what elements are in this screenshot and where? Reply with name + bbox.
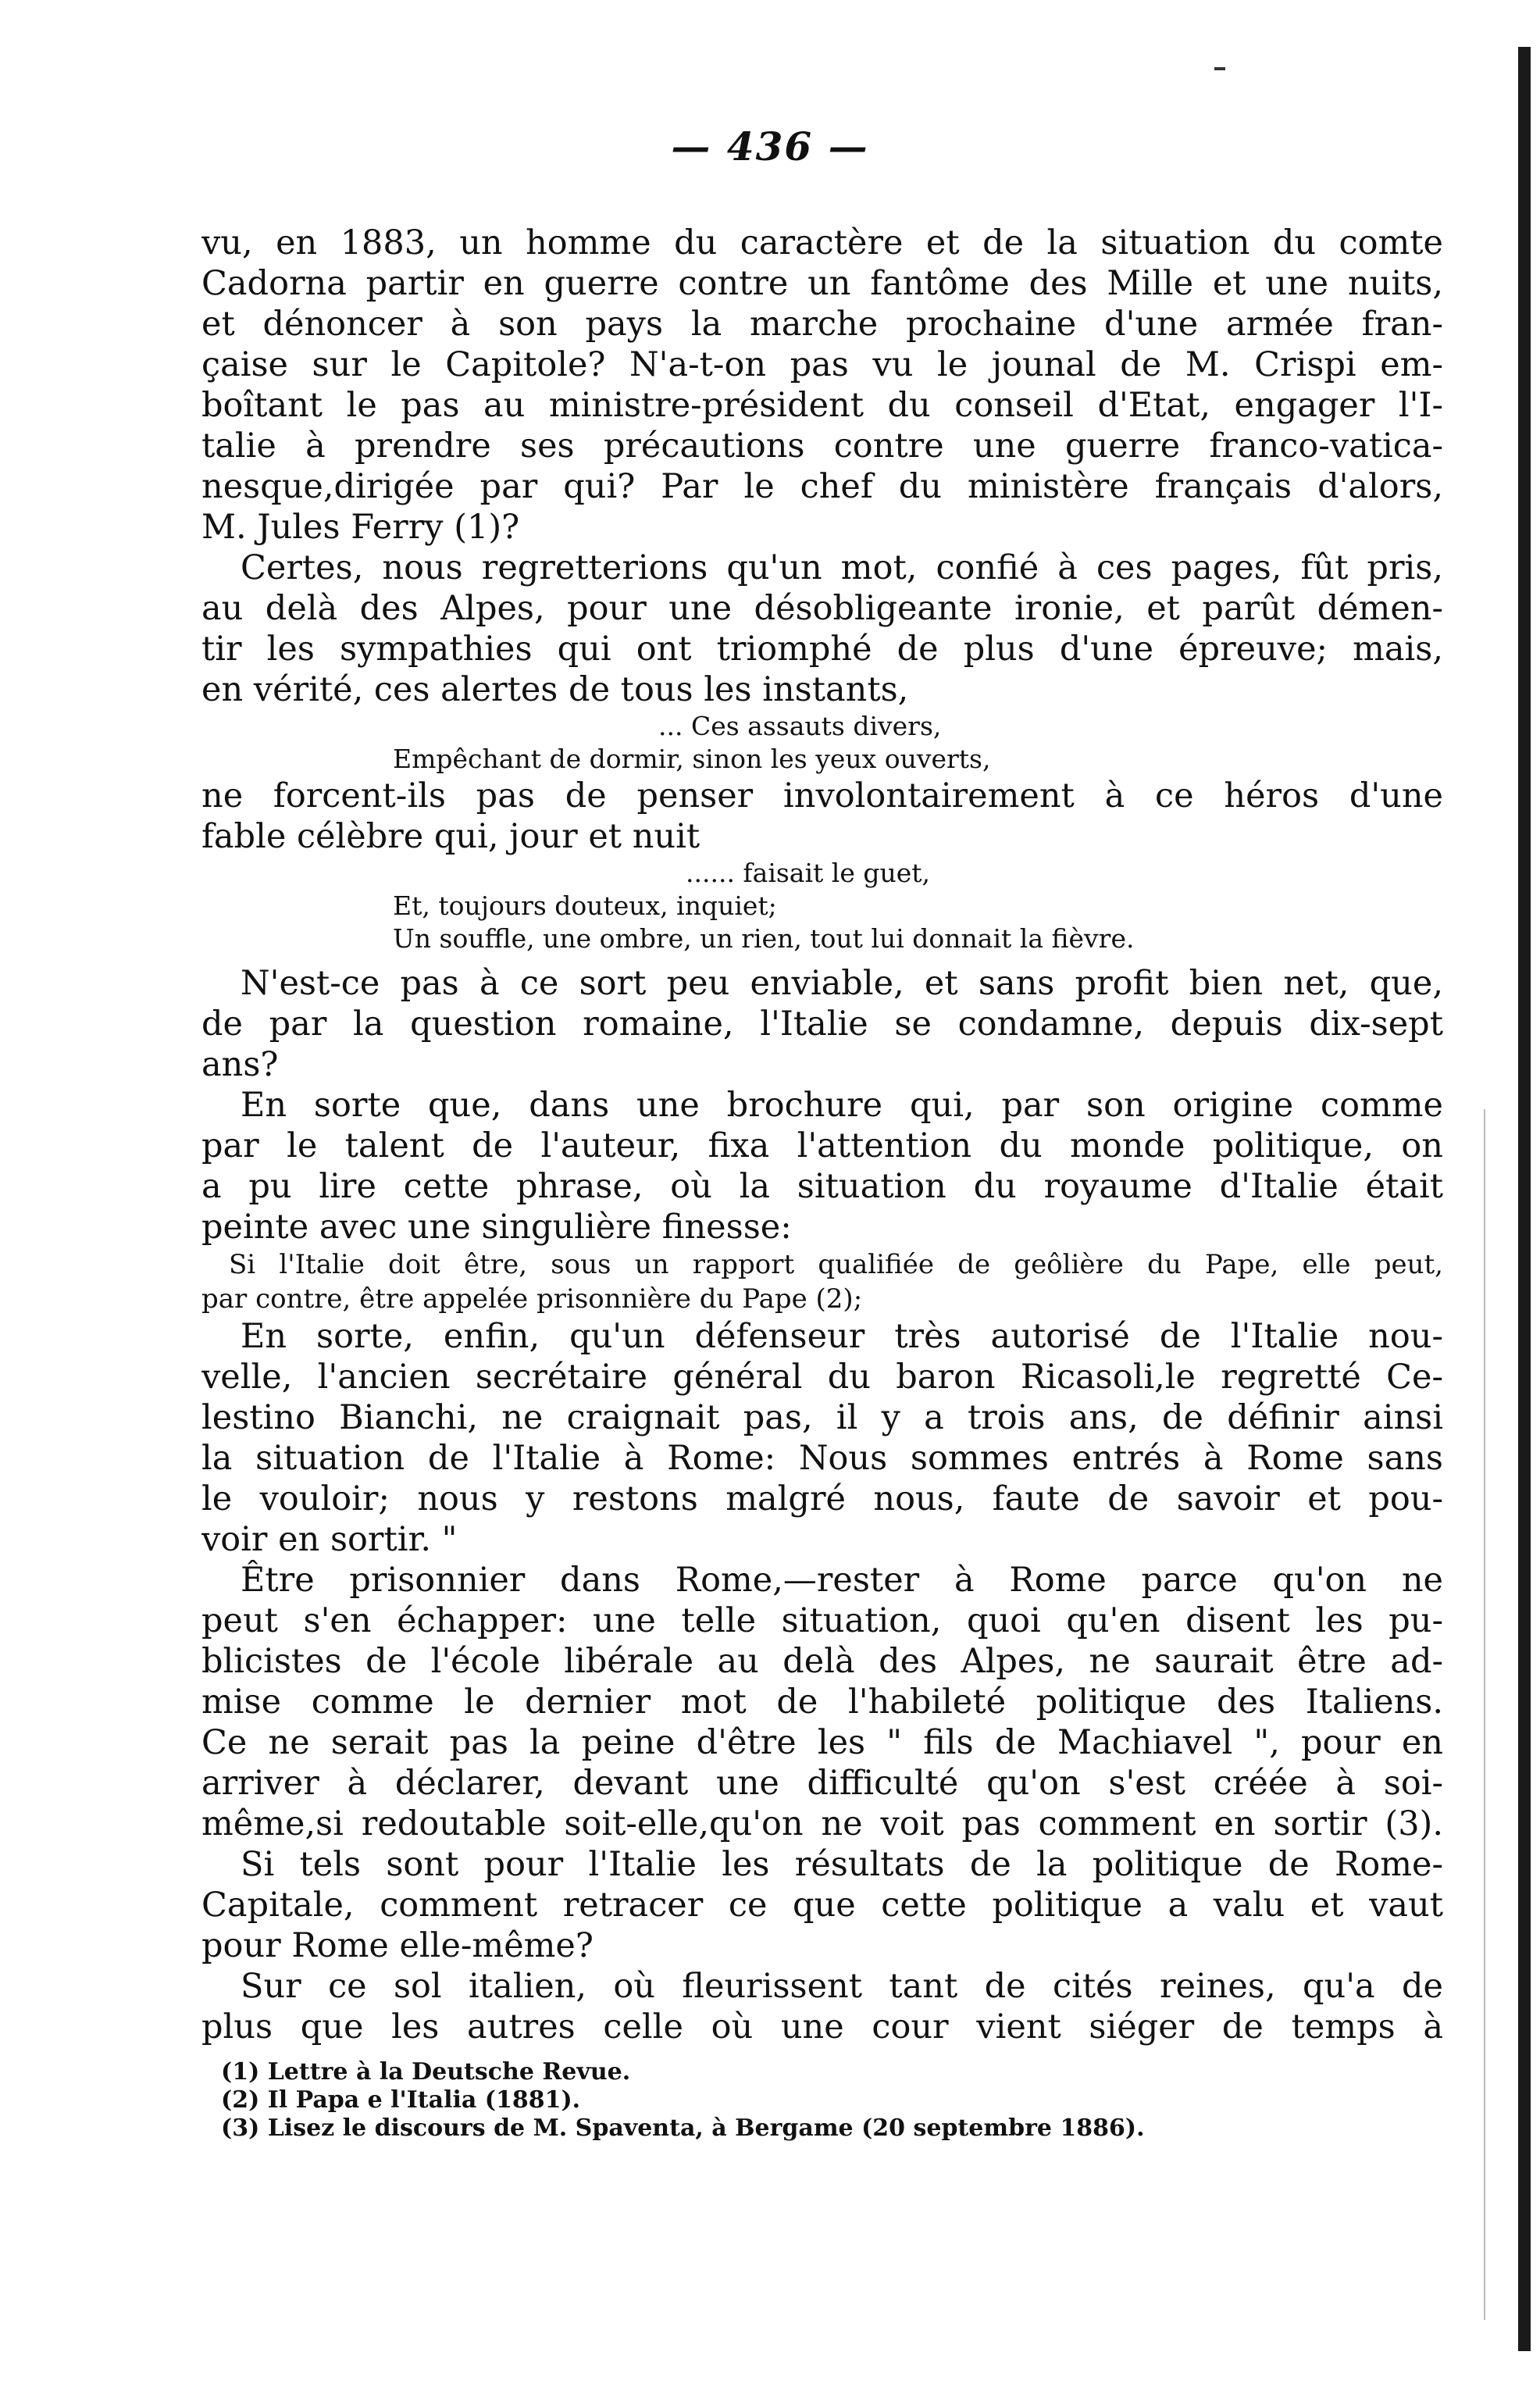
text-line: ne forcent-ils pas de penser involontairement à ce héros d'une xyxy=(201,776,1443,815)
text-line: nesque,dirigée par qui? Par le chef du ministère français d'alors, xyxy=(201,467,1443,506)
quote-line: Si l'Italie doit être, sous un rapport qualifiée de geôlière du Pape, elle peut, xyxy=(229,1249,1443,1280)
text-line: En sorte que, dans une brochure qui, par son origine comme xyxy=(241,1086,1443,1125)
scan-edge-shadow xyxy=(1518,47,1531,2351)
page-number: — 436 — xyxy=(671,123,869,170)
footnote: (3) Lisez le discours de M. Spaventa, à Bergame (20 septembre 1886). xyxy=(221,2114,1145,2142)
text-line: ans? xyxy=(201,1045,279,1084)
text-line: velle, l'ancien secrétaire général du baron Ricasoli,le regretté Ce- xyxy=(201,1358,1443,1397)
footnote: (2) Il Papa e l'Italia (1881). xyxy=(221,2086,581,2114)
footnotes xyxy=(201,2058,1443,2143)
verse-line: Et, toujours douteux, inquiet; xyxy=(393,890,777,921)
text-line: le vouloir; nous y restons malgré nous, faute de savoir et pou- xyxy=(201,1479,1443,1518)
verse-quote xyxy=(201,857,1443,955)
text-line: Cadorna partir en guerre contre un fantôme des Mille et une nuits, xyxy=(201,264,1443,303)
text-line: peut s'en échapper: une telle situation, quoi qu'en disent les pu- xyxy=(201,1601,1443,1640)
paragraph xyxy=(201,1085,1443,1247)
verse-quote xyxy=(201,710,1443,776)
text-line: Ce ne serait pas la peine d'être les " fils de Machiavel ", pour en xyxy=(201,1723,1443,1762)
text-line: Capitale, comment retracer ce que cette politique a valu et vaut xyxy=(201,1886,1443,1925)
text-line: fable célèbre qui, jour et nuit xyxy=(201,817,700,856)
text-line: plus que les autres celle où une cour vient siéger de temps à xyxy=(201,2007,1443,2047)
paragraph xyxy=(201,548,1443,710)
text-line: mise comme le dernier mot de l'habileté politique des Italiens. xyxy=(201,1683,1443,1722)
verse-line: ...... faisait le guet, xyxy=(686,858,931,888)
paragraph xyxy=(201,1316,1443,1560)
paragraph xyxy=(201,776,1443,857)
footnote: (1) Lettre à la Deutsche Revue. xyxy=(221,2058,631,2086)
text-line: çaise sur le Capitole? N'a-t-on pas vu le jounal de M. Crispi em- xyxy=(201,345,1443,384)
paragraph xyxy=(201,1966,1443,2047)
text-line: la situation de l'Italie à Rome: Nous sommes entrés à Rome sans xyxy=(201,1439,1443,1478)
text-line: Être prisonnier dans Rome,—rester à Rome parce qu'on ne xyxy=(241,1561,1443,1600)
text-line: lestino Bianchi, ne craignait pas, il y a trois ans, de définir ainsi xyxy=(201,1398,1443,1437)
paragraph xyxy=(201,1560,1443,1844)
text-line: En sorte, enfin, qu'un défenseur très autorisé de l'Italie nou- xyxy=(241,1317,1443,1356)
text-line: Certes, nous regretterions qu'un mot, confié à ces pages, fût pris, xyxy=(241,548,1443,587)
page-body xyxy=(201,223,1443,2143)
text-line: a pu lire cette phrase, où la situation du royaume d'Italie était xyxy=(201,1167,1443,1206)
text-line: même,si redoutable soit-elle,qu'on ne voit pas comment en sortir (3). xyxy=(201,1804,1443,1843)
scan-mark xyxy=(1214,67,1225,70)
text-line: arriver à déclarer, devant une difficulté qu'on s'est créée à soi- xyxy=(201,1764,1443,1803)
paragraph xyxy=(201,963,1443,1085)
text-line: voir en sortir. " xyxy=(201,1520,458,1559)
verse-line: ... Ces assauts divers, xyxy=(658,711,942,741)
paragraph xyxy=(201,1844,1443,1966)
text-line: Si tels sont pour l'Italie les résultats de la politique de Rome- xyxy=(241,1845,1443,1884)
text-line: M. Jules Ferry (1)? xyxy=(201,508,520,547)
text-line: vu, en 1883, un homme du caractère et de la situation du comte xyxy=(201,223,1443,262)
text-line: par le talent de l'auteur, fixa l'attention du monde politique, on xyxy=(201,1126,1443,1165)
text-line: tir les sympathies qui ont triomphé de plus d'une épreuve; mais, xyxy=(201,630,1443,669)
text-line: talie à prendre ses précautions contre une guerre franco-vatica- xyxy=(201,426,1443,466)
text-line: et dénoncer à son pays la marche prochaine d'une armée fran- xyxy=(201,305,1443,344)
text-line: pour Rome elle-même? xyxy=(201,1926,594,1965)
verse-line: Empêchant de dormir, sinon les yeux ouverts, xyxy=(393,744,991,774)
text-line: Sur ce sol italien, où fleurissent tant de cités reines, qu'a de xyxy=(241,1967,1443,2006)
scan-edge-line xyxy=(1484,1109,1485,2320)
text-line: de par la question romaine, l'Italie se condamne, depuis dix-sept xyxy=(201,1005,1443,1044)
text-line: en vérité, ces alertes de tous les instants, xyxy=(201,670,909,709)
text-line: blicistes de l'école libérale au delà des Alpes, ne saurait être ad- xyxy=(201,1642,1443,1681)
verse-line: Un souffle, une ombre, un rien, tout lui donnait la fièvre. xyxy=(393,923,1135,954)
paragraph xyxy=(201,223,1443,548)
text-line: au delà des Alpes, pour une désobligeante ironie, et parût démen- xyxy=(201,589,1443,628)
text-line: peinte avec une singulière finesse: xyxy=(201,1208,792,1247)
text-line: boîtant le pas au ministre-président du conseil d'Etat, engager l'I- xyxy=(201,386,1443,425)
block-quote xyxy=(201,1247,1443,1316)
quote-line: par contre, être appelée prisonnière du Pape (2); xyxy=(201,1283,863,1315)
text-line: N'est-ce pas à ce sort peu enviable, et sans profit bien net, que, xyxy=(241,964,1443,1003)
